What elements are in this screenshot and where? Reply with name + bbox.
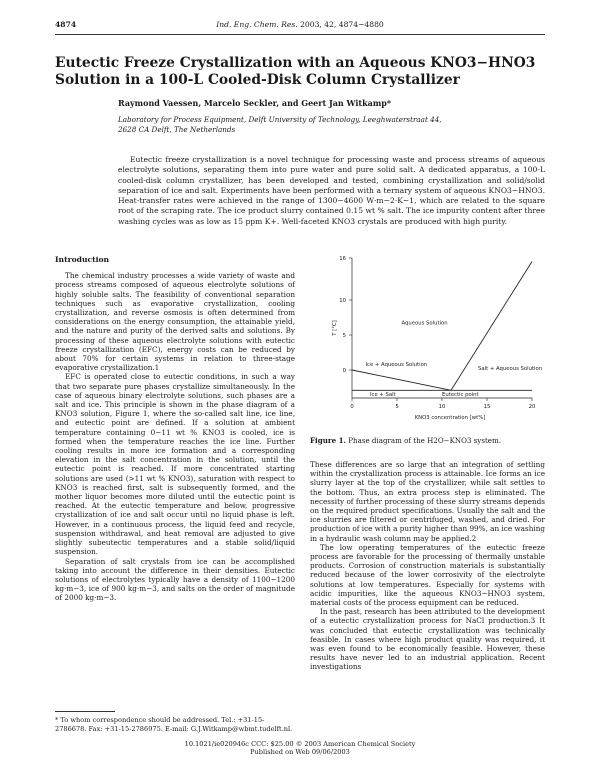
affiliation-line-1: Laboratory for Process Equipment, Delft University of Technology, Leeghwaterstraat 44, (118, 115, 442, 124)
published-line: Published on Web 09/06/2003 (250, 748, 350, 757)
page-number: 4874 (55, 20, 77, 29)
affiliation-line-2: 2628 CA Delft, The Netherlands (118, 124, 236, 134)
left-column (55, 255, 295, 603)
chart-annotation: Ice + Aqueous Solution (365, 361, 428, 368)
citation: 2003, 42, 4874−4880 (300, 20, 384, 29)
figure-label: Figure 1. (310, 436, 346, 445)
affiliation (118, 115, 538, 134)
journal-name: Ind. Eng. Chem. Res. (216, 20, 298, 29)
paragraph: The low operating temperatures of the eutectic freeze process are favorable for the processing of thermally unstable products. Corrosion of construction materials is substantially reduced because of the lower corrosivity of the electrolyte solutions at low temperatures. Especially for systems with acidic impurities, like the aqueous KNO3−HNO3 system, material costs of the process equipment can be reduced. (310, 542, 545, 608)
journal-citation (55, 20, 545, 29)
chart-annotation: Ice + Salt (370, 392, 396, 398)
y-tick-label: 10 (339, 298, 346, 304)
y-tick-label: 16 (339, 256, 346, 262)
paragraph: These differences are so large that an integration of settling within the crystallization process is attainable. Ice forms an ice slurry layer at the top of the crystallizer, while salt settles to the bottom. Thus, an extra process step is eliminated. The necessity of further processing of these slurry streams depends on the required product specifications. Usually the salt and the ice slurries are filtered or centrifuged, washed, and dried. For production of ice with a purity higher than 99%, an ice washing in a hydraulic wash column may be applied.2 (310, 460, 545, 543)
x-tick-label: 0 (350, 404, 354, 410)
paragraph: Separation of salt crystals from ice can be accomplished taking into account the difference in their densities. Eutectic solutions of electrolytes typically have a density of 1100−1200 kg·m−3, ice of 900 kg·m−3, and salts on the order of magnitude of 2000 kg·m−3. (55, 556, 295, 603)
y-axis-label: T [°C] (332, 320, 338, 336)
paragraph: In the past, research has been attributed to the development of a eutectic crystallization process for NaCl production.3 It was concluded that eutectic crystallization was technically feasible. In cases where high product quality was required, it was even found to be economically feasible. However, these results have never led to an industrial application. Recent investigations (310, 607, 545, 672)
x-axis-label: KNO3 concentration [wt%] (414, 415, 486, 421)
figure-caption-text: Phase diagram of the H2O−KNO3 system. (348, 436, 501, 445)
figure-1 (310, 248, 545, 458)
chart-annotation: Salt + Aqueous Solution (478, 366, 543, 372)
doi-line: 10.1021/ie020946c CCC: $25.00 © 2003 American Chemical Society (184, 740, 416, 748)
right-column (310, 460, 545, 672)
figure-caption (310, 436, 545, 445)
paragraph: EFC is operated close to eutectic conditions, in such a way that two separate pure phases crystallize simultaneously. In the case of aqueous binary electrolyte solutions, such phases are a salt and ice. This principle is shown in the phase diagram of a KNO3 solution, Figure 1, where the so-called salt line, ice line, and eutectic point are defined. If a solution at ambient temperature containing 0−11 wt % KNO3 is cooled, ice is formed when the temperature reaches the ice line. Further cooling results in more ice formation and a corresponding elevation in the salt concentration in the solution, until the eutectic point is reached. If more concentrated starting solutions are used (>11 wt % KNO3), saturation with respect to KNO3 is reached first, salt is subsequently formed, and the mother liquor becomes more diluted until the eutectic point is reached. At the eutectic temperature and below, progressive crystallization of ice and salt occur until no liquid phase is left. However, in a continuous process, the liquid feed and recycle, suspension withdrawal, and heat removal are adjusted to give slightly subeutectic temperatures and a stable solid/liquid suspension. (55, 372, 295, 557)
phase-diagram-chart (310, 248, 545, 438)
article-title: Eutectic Freeze Crystallization with an Aqueous KNO3−HNO3 Solution in a 100-L Cooled-Disk Column Crystallizer (55, 55, 536, 88)
x-tick-label: 10 (438, 404, 446, 410)
chart-axes (332, 256, 536, 421)
section-heading-introduction: Introduction (55, 255, 110, 264)
abstract: Eutectic freeze crystallization is a novel technique for processing waste and process streams of aqueous electrolyte solutions, separating them into pure water and pure solid salt. A dedicated apparatus, a 100-L cooled-disk column crystallizer, has been developed and tested, combining crystallization and solid/solid separation of ice and salt. Experiments have been performed with a ternary system of aqueous KNO3−HNO3. Heat-transfer rates were achieved in the range of 1300−4600 W·m−2·K−1, which are related to the square root of the scraping rate. The ice product slurry contained 0.15 wt % salt. The ice impurity content after three washing cycles was as low as 15 ppm K+. Well-faceted KNO3 crystals are produced with high purity. (118, 155, 545, 226)
y-tick-label: 0 (342, 368, 346, 374)
y-tick-label: 5 (342, 333, 346, 339)
x-tick-label: 15 (483, 404, 491, 410)
chart-annotation: Eutectic point (442, 392, 479, 398)
x-tick-label: 20 (528, 404, 536, 410)
header-rule (55, 34, 545, 35)
series-line (352, 370, 451, 390)
running-header (55, 20, 545, 32)
x-tick-label: 5 (395, 404, 399, 410)
paragraph: The chemical industry processes a wide variety of waste and process streams composed of aqueous electrolyte solutions of highly soluble salts. The feasibility of conventional separation techniques such as evaporative crystallization, cooling crystallization, and reverse osmosis is often determined from considerations on the energy consumption, the attainable yield, and the nature and purity of the derived salts and solutions. By processing of these aqueous electrolyte solutions with eutectic freeze crystallization (EFC), energy costs can be reduced by about 70% for certain systems in relation to three-stage evaporative crystallization.1 (55, 271, 295, 373)
chart-annotation: Aqueous Solution (401, 320, 448, 327)
footnote: * To whom correspondence should be addressed. Tel.: +31-15-2786678. Fax: +31-15-2786975. E-mail: G.J.Witkamp@wbmt.tudelft.nl. (55, 716, 293, 733)
footnote-rule (55, 711, 115, 712)
author-list: Raymond Vaessen, Marcelo Seckler, and Geert Jan Witkamp* (118, 98, 392, 108)
page-footer (0, 740, 600, 757)
